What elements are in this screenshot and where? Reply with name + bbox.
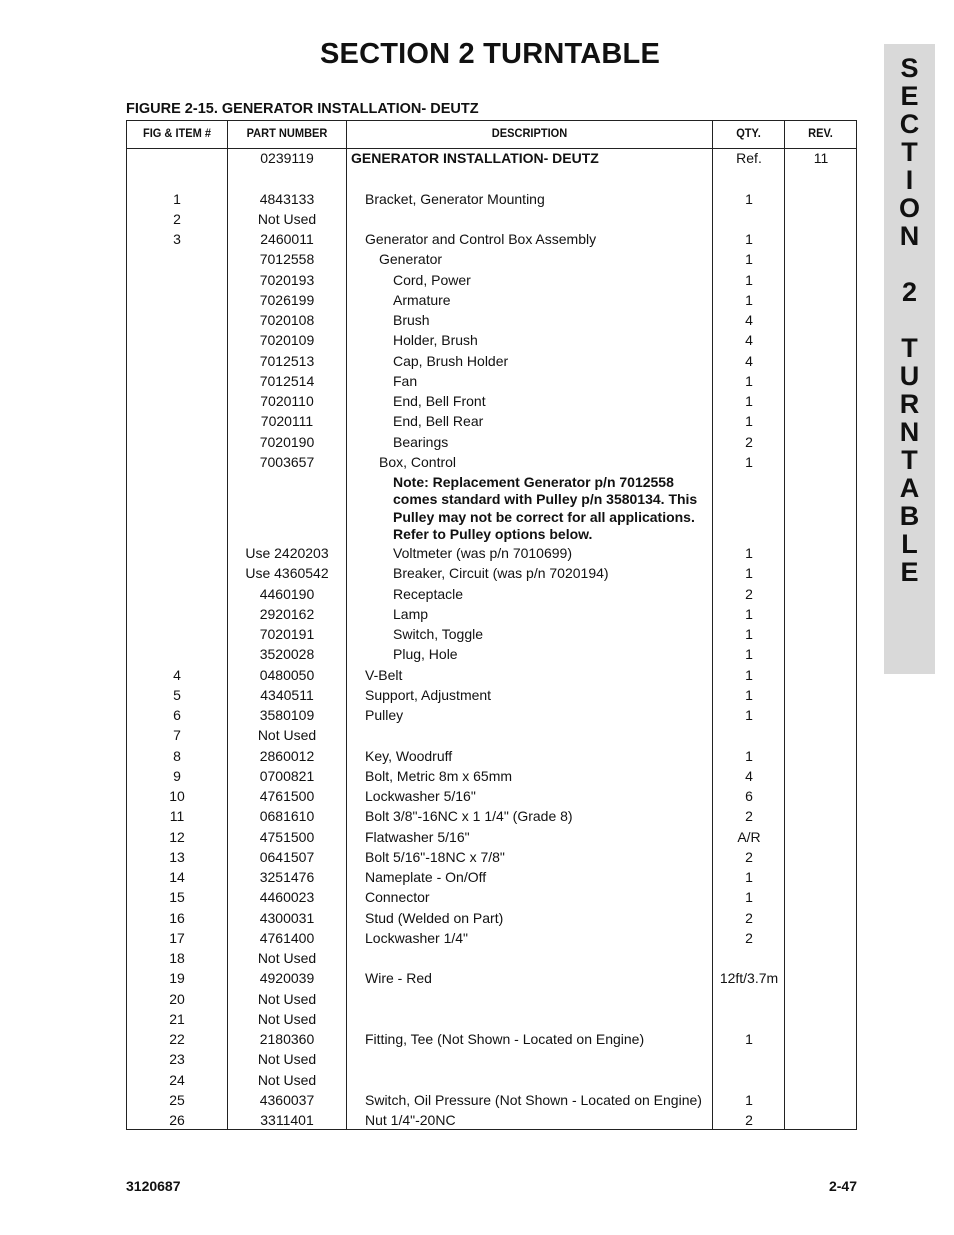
part-number-cell: 7026199 [259, 291, 315, 308]
qty-cell: 1 [745, 646, 753, 663]
part-number-cell: 4761400 [259, 929, 315, 946]
qty-cell: A/R [737, 828, 761, 845]
side-tab-letter: S [900, 53, 919, 83]
qty-cell: 1 [745, 291, 753, 308]
fig-item-cell: 21 [169, 1010, 185, 1027]
part-number-cell: 4843133 [259, 190, 315, 207]
part-number-cell: 3311401 [260, 1112, 314, 1128]
description-cell: Bolt 5/16"-18NC x 7/8" [365, 848, 505, 865]
fig-item-cell: 2 [173, 210, 181, 227]
description-cell: Note: Replacement Generator p/n 7012558 comes standard with Pulley p/n 3580134. This Pulley may not be correct for all applications. Refer to Pulley options below. [393, 474, 698, 542]
description-cell: Holder, Brush [393, 332, 478, 349]
description-cell: Bearings [393, 433, 449, 450]
qty-cell: 1 [745, 190, 753, 207]
qty-cell: 2 [745, 808, 753, 825]
qty-cell: 1 [745, 626, 753, 642]
part-number-cell: 4761500 [259, 788, 315, 804]
side-tab-letter: A [899, 473, 920, 503]
fig-item-cell: 14 [169, 869, 185, 885]
qty-cell: 1 [745, 231, 753, 247]
part-number-cell: 0700821 [259, 767, 315, 784]
fig-item-cell: 6 [173, 707, 181, 723]
page-number: 2-47 [828, 1178, 857, 1194]
page-title: SECTION 2 TURNTABLE [320, 38, 660, 70]
qty-cell: 1 [745, 393, 753, 409]
document-number: 3120687 [126, 1178, 181, 1194]
part-number-cell: 3251476 [259, 869, 315, 885]
part-number-cell: 0239119 [260, 150, 314, 166]
description-cell: V-Belt [365, 666, 403, 683]
side-tab-letter: C [899, 109, 920, 139]
qty-cell: 1 [745, 453, 753, 470]
fig-item-cell: 1 [173, 190, 181, 207]
part-number-cell: Not Used [257, 210, 317, 227]
description-cell: Armature [393, 291, 451, 308]
qty-cell: 1 [745, 666, 753, 683]
fig-item-cell: 16 [169, 909, 185, 926]
part-number-cell: 4920039 [259, 970, 315, 987]
fig-item-cell: 24 [169, 1071, 185, 1088]
side-tab-letter [884, 306, 935, 334]
description-cell: Generator and Control Box Assembly [365, 231, 597, 247]
description-cell: Switch, Toggle [393, 626, 484, 642]
qty-cell: 4 [745, 312, 753, 328]
description-cell: End, Bell Front [393, 393, 486, 409]
qty-cell: 1 [745, 1031, 753, 1047]
qty-cell: 2 [745, 848, 753, 865]
description-cell: Bracket, Generator Mounting [365, 190, 545, 207]
fig-item-cell: 3 [173, 231, 181, 247]
part-number-cell: 7020191 [259, 626, 315, 642]
part-number-cell: 2180360 [259, 1031, 315, 1047]
part-number-cell: 4340511 [260, 686, 314, 703]
description-cell: Receptacle [393, 585, 464, 602]
part-number-cell: 7020193 [259, 271, 315, 288]
side-tab-letter: T [901, 333, 918, 363]
part-number-cell: Not Used [257, 1051, 317, 1068]
side-tab-letter: I [905, 165, 914, 195]
part-number-cell: 7012514 [259, 372, 315, 389]
part-number-cell: 7020109 [259, 332, 315, 349]
qty-cell: 1 [745, 565, 753, 582]
fig-item-cell: 17 [169, 929, 185, 946]
qty-cell: 1 [745, 707, 753, 723]
qty-cell: 2 [745, 1112, 753, 1128]
side-tab-letters [884, 54, 935, 586]
part-number-cell: 0480050 [259, 666, 315, 683]
description-cell: Nut 1/4"-20NC [365, 1112, 456, 1128]
description-cell: Bolt, Metric 8m x 65mm [365, 767, 513, 784]
qty-cell: 1 [745, 545, 753, 561]
fig-item-cell: 7 [173, 727, 181, 744]
description-cell: End, Bell Rear [393, 413, 484, 430]
fig-item-cell: 20 [169, 990, 185, 1007]
part-number-cell: 4460023 [259, 889, 315, 906]
description-cell: Cord, Power [393, 271, 471, 288]
description-cell: Switch, Oil Pressure (Not Shown - Located on Engine) [365, 1091, 702, 1108]
fig-item-cell: 11 [169, 808, 185, 825]
part-number-cell: 3520028 [259, 646, 315, 663]
part-number-cell: Use 2420203 [245, 545, 329, 561]
header-part-number: PART NUMBER [246, 126, 328, 140]
qty-cell: 1 [745, 747, 753, 764]
part-number-cell: 7020110 [260, 393, 314, 409]
part-number-cell: Not Used [257, 1071, 317, 1088]
part-number-cell: 2920162 [259, 605, 315, 622]
description-cell: Lockwasher 5/16" [365, 788, 476, 804]
description-cell: Fitting, Tee (Not Shown - Located on Engine) [365, 1031, 645, 1047]
qty-cell: 12ft/3.7m [719, 970, 779, 987]
description-cell: Support, Adjustment [365, 686, 492, 703]
qty-cell: 4 [745, 352, 753, 369]
part-number-cell: 4300031 [259, 909, 315, 926]
part-number-cell: Not Used [257, 1010, 317, 1027]
figure-title: FIGURE 2-15. GENERATOR INSTALLATION- DEUTZ [126, 101, 479, 117]
side-tab-letter: N [899, 417, 920, 447]
qty-cell: 2 [745, 909, 753, 926]
parts-table [126, 120, 857, 1130]
qty-cell: 1 [745, 251, 753, 268]
side-tab-letter: T [901, 137, 918, 167]
part-number-cell: 7020108 [259, 312, 315, 328]
header-fig-item: FIG & ITEM # [142, 126, 212, 140]
part-number-cell: 7020111 [260, 413, 314, 430]
fig-item-cell: 18 [169, 950, 185, 966]
description-cell: Brush [393, 312, 430, 328]
qty-cell: 1 [745, 889, 753, 906]
part-number-cell: Use 4360542 [245, 565, 329, 582]
part-number-cell: 4460190 [259, 585, 315, 602]
fig-item-cell: 26 [169, 1112, 185, 1128]
fig-item-cell: 25 [169, 1091, 185, 1108]
part-number-cell: 0681610 [259, 808, 315, 825]
side-tab-letter: E [900, 557, 919, 587]
part-number-cell: 0641507 [259, 848, 315, 865]
part-number-cell: 4751500 [259, 828, 315, 845]
description-cell: Key, Woodruff [365, 747, 453, 764]
fig-item-cell: 8 [173, 747, 181, 764]
side-tab-letter: R [899, 389, 920, 419]
column-divider [346, 121, 347, 1129]
fig-item-cell: 19 [169, 970, 185, 987]
fig-item-cell: 13 [169, 848, 185, 865]
qty-cell: 1 [745, 271, 753, 288]
side-tab-letter: U [899, 361, 920, 391]
part-number-cell: 2460011 [260, 231, 314, 247]
fig-item-cell: 15 [169, 889, 185, 906]
rev-cell: 11 [813, 150, 829, 166]
qty-cell: 6 [745, 788, 753, 804]
section-side-tab [884, 44, 935, 674]
description-cell: Lamp [393, 605, 429, 622]
qty-cell: 1 [745, 686, 753, 703]
qty-cell: Ref. [736, 150, 762, 166]
qty-cell: 2 [745, 929, 753, 946]
qty-cell: 2 [745, 585, 753, 602]
fig-item-cell: 5 [173, 686, 181, 703]
qty-cell: 1 [745, 372, 753, 389]
side-tab-letter: 2 [901, 277, 918, 307]
part-number-cell: 4360037 [259, 1091, 315, 1108]
description-cell: Lockwasher 1/4" [365, 929, 469, 946]
header-qty: QTY. [736, 126, 761, 140]
fig-item-cell: 4 [173, 666, 181, 683]
qty-cell: 4 [745, 767, 753, 784]
fig-item-cell: 22 [169, 1031, 185, 1047]
description-cell: Nameplate - On/Off [365, 869, 487, 885]
description-cell: GENERATOR INSTALLATION- DEUTZ [351, 150, 599, 166]
qty-cell: 1 [745, 605, 753, 622]
table-header [127, 121, 856, 149]
description-cell: Box, Control [379, 453, 457, 470]
part-number-cell: Not Used [257, 990, 317, 1007]
qty-cell: 4 [745, 332, 753, 349]
description-cell: Bolt 3/8"-16NC x 1 1/4" (Grade 8) [365, 808, 573, 825]
part-number-cell: Not Used [257, 727, 317, 744]
qty-cell: 1 [745, 869, 753, 885]
qty-cell: 2 [745, 433, 753, 450]
description-cell: Stud (Welded on Part) [365, 909, 504, 926]
side-tab-letter [884, 250, 935, 278]
part-number-cell: 7012558 [259, 251, 315, 268]
fig-item-cell: 10 [169, 788, 185, 804]
part-number-cell: 7012513 [259, 352, 315, 369]
side-tab-letter: O [898, 193, 920, 223]
description-cell: Pulley [365, 707, 404, 723]
description-cell: Connector [365, 889, 430, 906]
header-rev: REV. [808, 126, 833, 140]
description-cell: Wire - Red [365, 970, 432, 987]
side-tab-letter: B [899, 501, 920, 531]
part-number-cell: 3580109 [259, 707, 315, 723]
description-cell: Cap, Brush Holder [393, 352, 509, 369]
fig-item-cell: 12 [169, 828, 185, 845]
description-cell: Plug, Hole [393, 646, 458, 663]
description-cell: Fan [393, 372, 418, 389]
side-tab-letter: T [901, 445, 918, 475]
header-description: DESCRIPTION [491, 126, 568, 140]
description-cell: Voltmeter (was p/n 7010699) [393, 545, 572, 561]
qty-cell: 1 [745, 1091, 753, 1108]
part-number-cell: 2860012 [259, 747, 315, 764]
description-cell: Flatwasher 5/16" [365, 828, 470, 845]
fig-item-cell: 23 [169, 1051, 185, 1068]
description-cell: Breaker, Circuit (was p/n 7020194) [393, 565, 609, 582]
fig-item-cell: 9 [173, 767, 181, 784]
part-number-cell: Not Used [257, 950, 317, 966]
side-tab-letter: E [900, 81, 919, 111]
part-number-cell: 7003657 [259, 453, 315, 470]
side-tab-letter: N [899, 221, 920, 251]
description-cell: Generator [379, 251, 443, 268]
qty-cell: 1 [745, 413, 753, 430]
part-number-cell: 7020190 [259, 433, 315, 450]
side-tab-letter: L [901, 529, 918, 559]
